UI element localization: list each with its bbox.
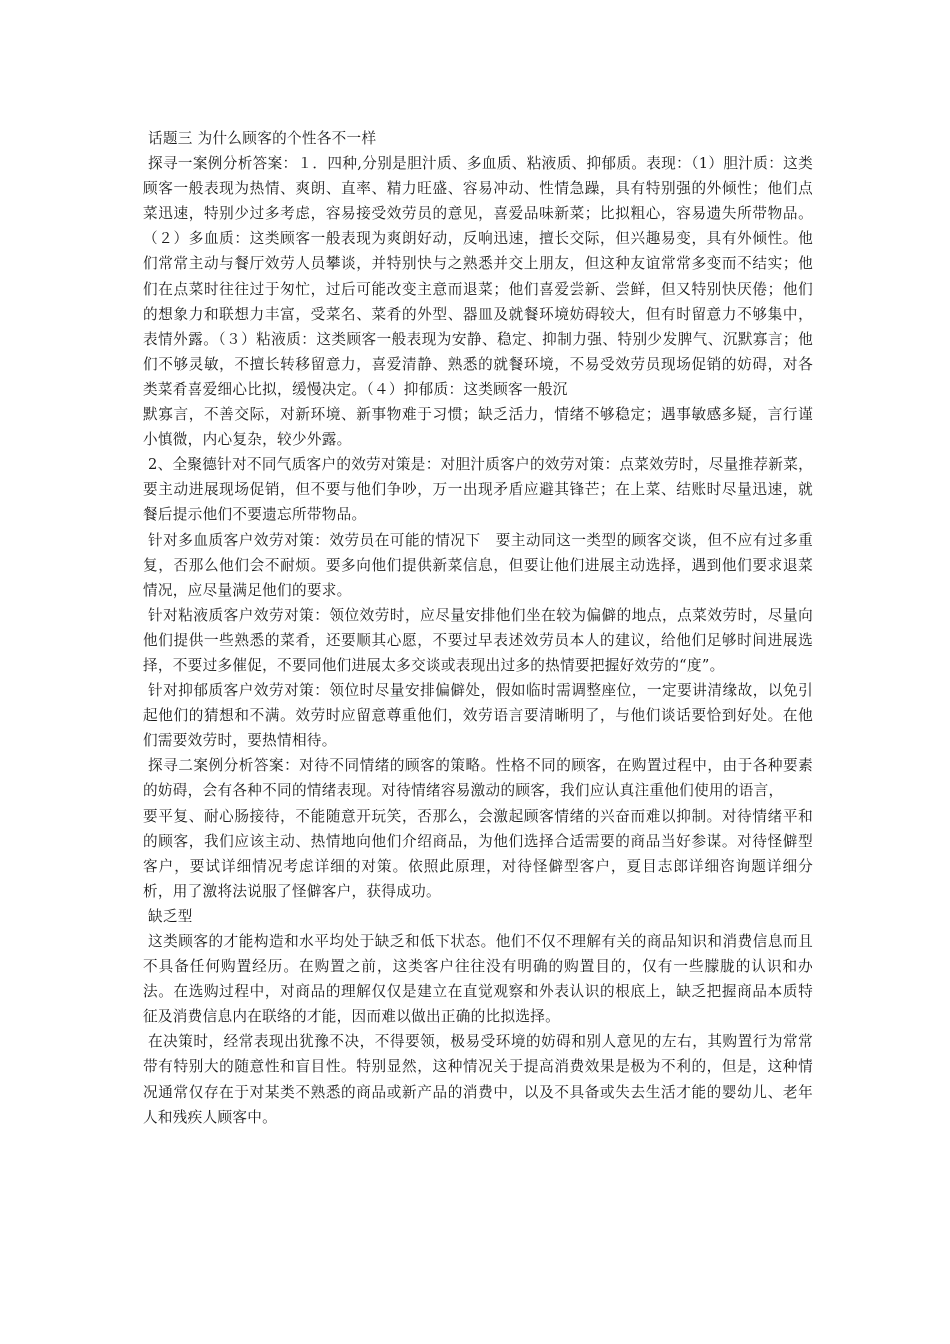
paragraph-case1-continued: 默寡言，不善交际，对新环境、新事物难于习惯；缺乏活力，情绪不够稳定；遇事敏感多疑，言行谨小慎微，内心复杂，较少外露。 bbox=[143, 406, 813, 449]
paragraph-case2-continued: 要平复、耐心肠接待，不能随意开玩笑，否那么，会激起顾客情绪的兴奋而难以抑制。对待情绪平和的顾客，我们应该主动、热情地向他们介绍商品，为他们选择合适需要的商品当好参谋。对待怪僻型客户，要试详细情况考虑详细的对策。依照此原理，对待怪僻型客户，夏目志郎详细咨询题详细分析，用了激将法说服了怪僻客户，获得成功。 bbox=[143, 807, 813, 900]
paragraph-melancholic-strategy: 针对抑郁质客户效劳对策：领位时尽量安排偏僻处，假如临时需调整座位，一定要讲清缘故，以免引起他们的猜想和不满。效劳时应留意尊重他们，效劳语言要清晰明了，与他们谈话要恰到好处。在他们需要效劳时，要热情相待。 bbox=[143, 682, 813, 750]
paragraph-sanguine-strategy: 针对多血质客户效劳对策：效劳员在可能的情况下 要主动同这一类型的顾客交谈，但不应有过多重复，否那么他们会不耐烦。要多向他们提供新菜信息，但要让他们进展主动选择，遇到他们要求退菜情况，应尽量满足他们的要求。 bbox=[143, 531, 813, 599]
page-title: 话题三 为什么顾客的个性各不一样 bbox=[148, 130, 377, 147]
paragraph-case2-answer: 探寻二案例分析答案：对待不同情绪的顾客的策略。性格不同的顾客，在购置过程中，由于各种要素的妨碍，会有各种不同的情绪表现。对待情绪容易激动的顾客，我们应认真注重他们使用的语言， bbox=[143, 757, 813, 800]
section-heading-lacking-type: 缺乏型 bbox=[148, 907, 193, 925]
paragraph-phlegmatic-strategy: 针对粘液质客户效劳对策：领位效劳时，应尽量安排他们坐在较为偏僻的地点，点菜效劳时，尽量向他们提供一些熟悉的菜肴，还要顺其心愿，不要过早表述效劳员本人的建议，给他们足够时间进展选择，不要过多催促，不要同他们进展太多交谈或表现出过多的热情要把握好效劳的“度”。 bbox=[143, 606, 813, 674]
paragraph-case1-answer: 探寻一案例分析答案：１．四种,分别是胆汁质、多血质、粘液质、抑郁质。表现：（1）胆汁质：这类顾客一般表现为热情、爽朗、直率、精力旺盛、容易冲动、性情急躁，具有特别强的外倾性；他们点菜迅速，特别少过多考虑，容易接受效劳员的意见，喜爱品味新菜；比拟粗心，容易遗失所带物品。（２）多血质：这类顾客一般表现为爽朗好动，反响迅速，擅长交际，但兴趣易变，具有外倾性。他们常常主动与餐厅效劳人员攀谈，并特别快与之熟悉并交上朋友，但这种友谊常常多变而不结实；他们在点菜时往往过于匆忙，过后可能改变主意而退菜；他们喜爱尝新、尝鲜，但又特别快厌倦；他们的想象力和联想力丰富，受菜名、菜肴的外型、器皿及就餐环境妨碍较大，但有时留意力不够集中，表情外露。（３）粘液质：这类顾客一般表现为安静、稳定、抑制力强、特别少发脾气、沉默寡言；他们不够灵敏，不擅长转移留意力，喜爱清静、熟悉的就餐环境，不易受效劳员现场促销的妨碍，对各类菜肴喜爱细心比拟，缓慢决定。（４）抑郁质：这类顾客一般沉 bbox=[143, 155, 813, 398]
document-body bbox=[143, 126, 813, 1130]
paragraph-service-strategy: 2、全聚德针对不同气质客户的效劳对策是：对胆汁质客户的效劳对策：点菜效劳时，尽量推荐新菜，要主动进展现场促销，但不要与他们争吵，万一出现矛盾应避其锋芒；在上菜、结账时尽量迅速，就餐后提示他们不要遗忘所带物品。 bbox=[143, 456, 813, 524]
paragraph-lacking-type-description: 这类顾客的才能构造和水平均处于缺乏和低下状态。他们不仅不理解有关的商品知识和消费信息而且不具备任何购置经历。在购置之前，这类客户往往没有明确的购置目的，仅有一些朦胧的认识和办法。在选购过程中，对商品的理解仅仅是建立在直觉观察和外表认识的根底上，缺乏把握商品本质特征及消费信息内在联络的才能，因而难以做出正确的比拟选择。 bbox=[143, 933, 813, 1026]
paragraph-decision-behavior: 在决策时，经常表现出犹豫不决，不得要领，极易受环境的妨碍和别人意见的左右，其购置行为常常带有特别大的随意性和盲目性。特别显然，这种情况关于提高消费效果是极为不利的，但是，这种情况通常仅存在于对某类不熟悉的商品或新产品的消费中，以及不具备或失去生活才能的婴幼儿、老年人和残疾人顾客中。 bbox=[143, 1033, 813, 1126]
